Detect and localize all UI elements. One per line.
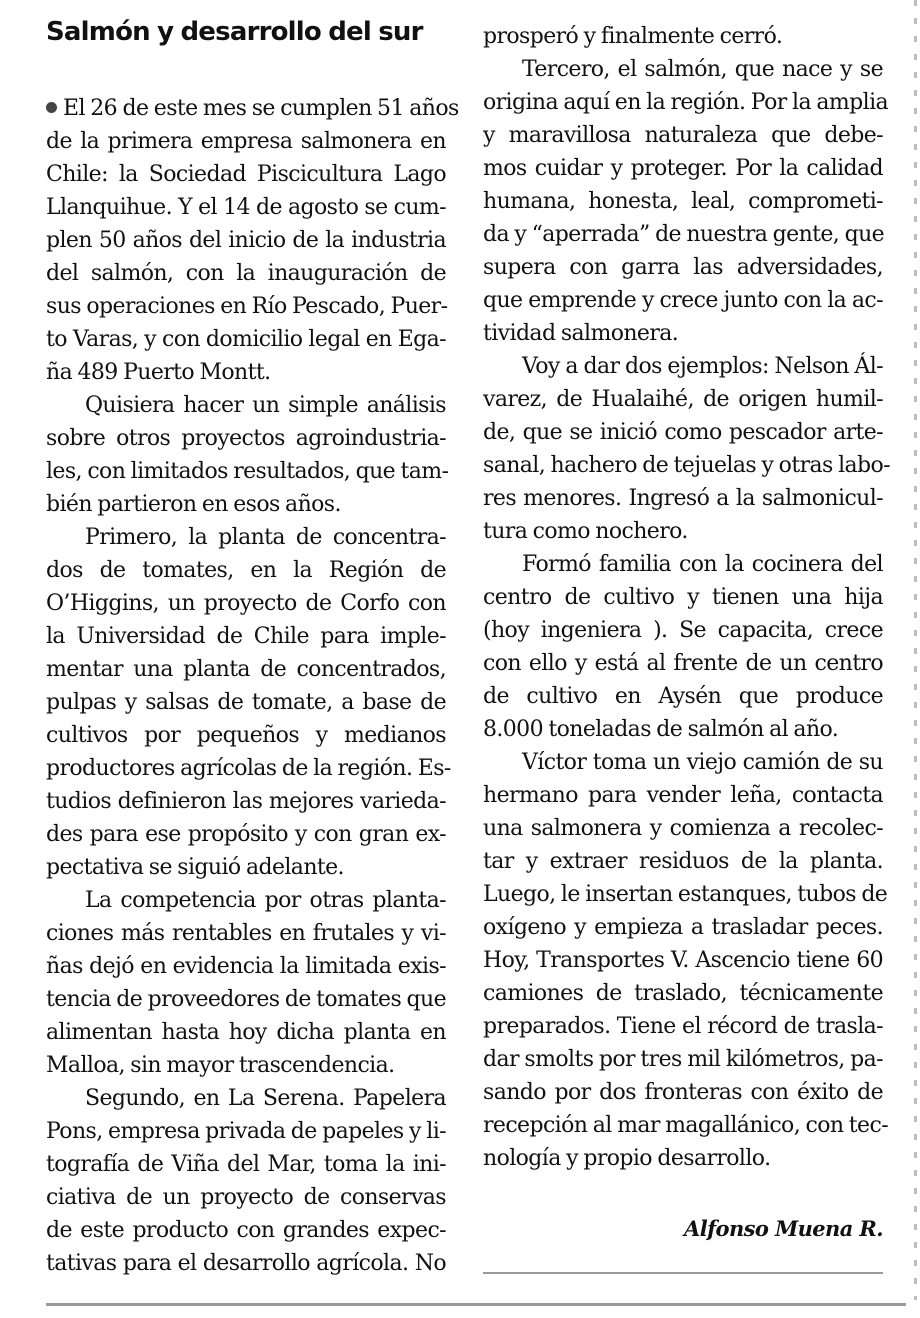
- text-line: Malloa, sin mayor trascendencia.: [46, 1053, 395, 1078]
- text-line: tividad salmonera.: [483, 321, 679, 346]
- text-line: origina aquí en la región. Por la amplia: [483, 90, 889, 115]
- text-line: ñas dejó en evidencia la limitada exis-: [46, 954, 446, 979]
- text-line: humana, honesta, leal, comprometi-: [483, 189, 883, 214]
- page-bottom-divider: [46, 1303, 906, 1306]
- text-line: de la primera empresa salmonera en: [46, 129, 446, 154]
- text-line: Víctor toma un viejo camión de su: [522, 750, 883, 775]
- text-line: Segundo, en La Serena. Papelera: [85, 1086, 446, 1111]
- text-line: Chile: la Sociedad Piscicultura Lago: [46, 162, 446, 187]
- text-line: alimentan hasta hoy dicha planta en: [46, 1020, 446, 1045]
- text-line: tografía de Viña del Mar, toma la ini-: [46, 1152, 446, 1177]
- text-line: les, con limitados resultados, que tam-: [46, 459, 449, 484]
- text-line: hermano para vender leña, contacta: [483, 783, 883, 808]
- text-line: Primero, la planta de concentra-: [85, 525, 446, 550]
- text-line: sus operaciones en Río Pescado, Puer-: [46, 294, 448, 319]
- author-signature: Alfonso Muena R.: [684, 1216, 883, 1241]
- text-line: ciativa de un proyecto de conservas: [46, 1185, 446, 1210]
- text-line: camiones de traslado, técnicamente: [483, 981, 883, 1006]
- text-line: Hoy, Transportes V. Ascencio tiene 60: [483, 948, 883, 973]
- text-line: y maravillosa naturaleza que debe-: [483, 123, 883, 148]
- article-column-left: [46, 0, 459, 1280]
- text-line: recepción al mar magallánico, con tec-: [483, 1113, 889, 1138]
- text-line: mos cuidar y proteger. Por la calidad: [483, 156, 883, 181]
- text-line: des para ese propósito y con gran ex-: [46, 822, 446, 847]
- text-line: ciones más rentables en frutales y vi-: [46, 921, 446, 946]
- text-line: bién partieron en esos años.: [46, 492, 341, 517]
- text-line: (hoy ingeniera ). Se capacita, crece: [483, 618, 883, 643]
- text-line-content: El 26 de este mes se cumplen 51 años: [63, 96, 459, 121]
- article-body-left: [46, 92, 459, 1280]
- text-line: dar smolts por tres mil kilómetros, pa-: [483, 1047, 883, 1072]
- text-line: Pons, empresa privada de papeles y li-: [46, 1119, 446, 1144]
- text-line: centro de cultivo y tienen una hija: [483, 585, 883, 610]
- text-line: oxígeno y empieza a trasladar peces.: [483, 915, 883, 940]
- text-line: res menores. Ingresó a la salmonicul-: [483, 486, 883, 511]
- text-line: [46, 92, 459, 125]
- text-line: varez, de Hualaihé, de origen humil-: [483, 387, 883, 412]
- text-line: pectativa se siguió adelante.: [46, 855, 344, 880]
- bullet-icon: [46, 102, 57, 113]
- scan-edge-marks: [914, 0, 917, 1300]
- article-headline: Salmón y desarrollo del sur: [46, 17, 423, 47]
- text-line: tudios definieron las mejores varieda-: [46, 789, 446, 814]
- article-column-right: [483, 0, 891, 1175]
- text-line: Formó familia con la cocinera del: [522, 552, 883, 577]
- article-body-right: [483, 20, 891, 1175]
- text-line: da y “aperrada” de nuestra gente, que: [483, 222, 885, 247]
- text-line: Voy a dar dos ejemplos: Nelson Ál-: [522, 354, 883, 379]
- text-line: Tercero, el salmón, que nace y se: [522, 57, 883, 82]
- text-line: prosperó y finalmente cerró.: [483, 24, 783, 49]
- text-line: mentar una planta de concentrados,: [46, 657, 446, 682]
- text-line: tar y extraer residuos de la planta.: [483, 849, 883, 874]
- text-line: productores agrícolas de la región. Es-: [46, 756, 451, 781]
- text-line: O’Higgins, un proyecto de Corfo con: [46, 591, 446, 616]
- text-line: supera con garra las adversidades,: [483, 255, 883, 280]
- text-line: de, que se inició como pescador arte-: [483, 420, 883, 445]
- text-line: tura como nochero.: [483, 519, 688, 544]
- text-line: plen 50 años del inicio de la industria: [46, 228, 446, 253]
- column-end-divider: [483, 1272, 883, 1274]
- text-line: de este producto con grandes expec-: [46, 1218, 446, 1243]
- text-line: una salmonera y comienza a recolec-: [483, 816, 883, 841]
- text-line: preparados. Tiene el récord de trasla-: [483, 1014, 883, 1039]
- text-line: La competencia por otras planta-: [85, 888, 446, 913]
- text-line: del salmón, con la inauguración de: [46, 261, 446, 286]
- text-line: sando por dos fronteras con éxito de: [483, 1080, 883, 1105]
- text-line: to Varas, y con domicilio legal en Ega-: [46, 327, 446, 352]
- text-line: tativas para el desarrollo agrícola. No: [46, 1251, 446, 1276]
- text-line: de cultivo en Aysén que produce: [483, 684, 883, 709]
- text-line: sanal, hachero de tejuelas y otras labo-: [483, 453, 891, 478]
- text-line: con ello y está al frente de un centro: [483, 651, 883, 676]
- text-line: Quisiera hacer un simple análisis: [85, 393, 446, 418]
- text-line: la Universidad de Chile para imple-: [46, 624, 446, 649]
- text-line: ña 489 Puerto Montt.: [46, 360, 271, 385]
- text-line: pulpas y salsas de tomate, a base de: [46, 690, 446, 715]
- text-line: cultivos por pequeños y medianos: [46, 723, 446, 748]
- text-line: nología y propio desarrollo.: [483, 1146, 771, 1171]
- text-line: sobre otros proyectos agroindustria-: [46, 426, 446, 451]
- text-line: tencia de proveedores de tomates que: [46, 987, 447, 1012]
- text-line: que emprende y crece junto con la ac-: [483, 288, 883, 313]
- text-line: Luego, le insertan estanques, tubos de: [483, 882, 888, 907]
- text-line: Llanquihue. Y el 14 de agosto se cum-: [46, 195, 446, 220]
- text-line: dos de tomates, en la Región de: [46, 558, 446, 583]
- text-line: 8.000 toneladas de salmón al año.: [483, 717, 839, 742]
